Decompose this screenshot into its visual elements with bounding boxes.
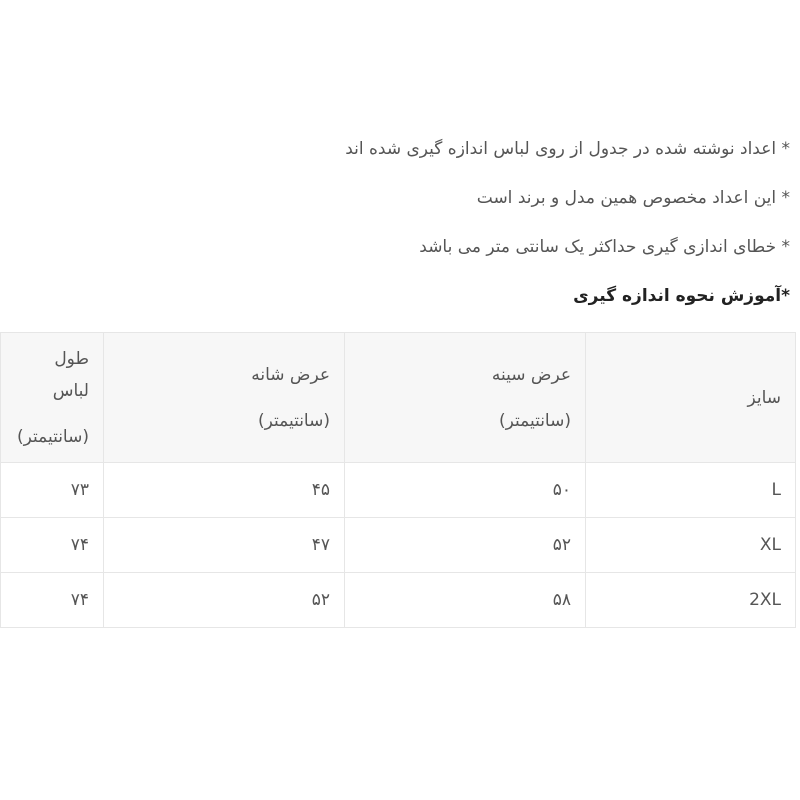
cell-shoulder: ۴۵ (104, 463, 345, 518)
table-header-row (1, 333, 796, 463)
cell-size: XL (586, 518, 796, 573)
measurement-guide-link[interactable]: *آموزش نحوه اندازه گیری (573, 286, 790, 306)
header-length-unit: (سانتیمتر) (16, 426, 89, 447)
note-measurement-error: * خطای اندازی گیری حداکثر یک سانتی متر می باشد (419, 237, 790, 257)
size-table (0, 332, 796, 628)
header-chest-title: عرض سینه (491, 364, 571, 385)
header-chest-unit: (سانتیمتر) (498, 410, 571, 431)
table-row (1, 463, 796, 518)
header-shoulder-unit: (سانتیمتر) (257, 410, 330, 431)
header-garment-length (1, 333, 104, 463)
header-shoulder-width (104, 333, 345, 463)
table-row (1, 573, 796, 628)
table-row (1, 518, 796, 573)
measurement-notes (10, 132, 790, 328)
cell-shoulder: ۴۷ (104, 518, 345, 573)
header-shoulder-title: عرض شانه (251, 364, 330, 385)
cell-length: ۷۴ (1, 518, 104, 573)
header-size (586, 333, 796, 463)
header-length-title: طول لباس (52, 348, 89, 401)
size-table-header (1, 333, 796, 463)
cell-length: ۷۳ (1, 463, 104, 518)
cell-size: L (586, 463, 796, 518)
cell-shoulder: ۵۲ (104, 573, 345, 628)
cell-length: ۷۴ (1, 573, 104, 628)
cell-chest: ۵۸ (345, 573, 586, 628)
note-model-specific: * این اعداد مخصوص همین مدل و برند است (476, 188, 790, 208)
cell-chest: ۵۰ (345, 463, 586, 518)
header-size-label: سایز (747, 387, 781, 408)
cell-size: 2XL (586, 573, 796, 628)
note-measured-from-garment: * اعداد نوشته شده در جدول از روی لباس اندازه گیری شده اند (345, 139, 790, 159)
cell-chest: ۵۲ (345, 518, 586, 573)
size-table-body (1, 463, 796, 628)
header-chest-width (345, 333, 586, 463)
